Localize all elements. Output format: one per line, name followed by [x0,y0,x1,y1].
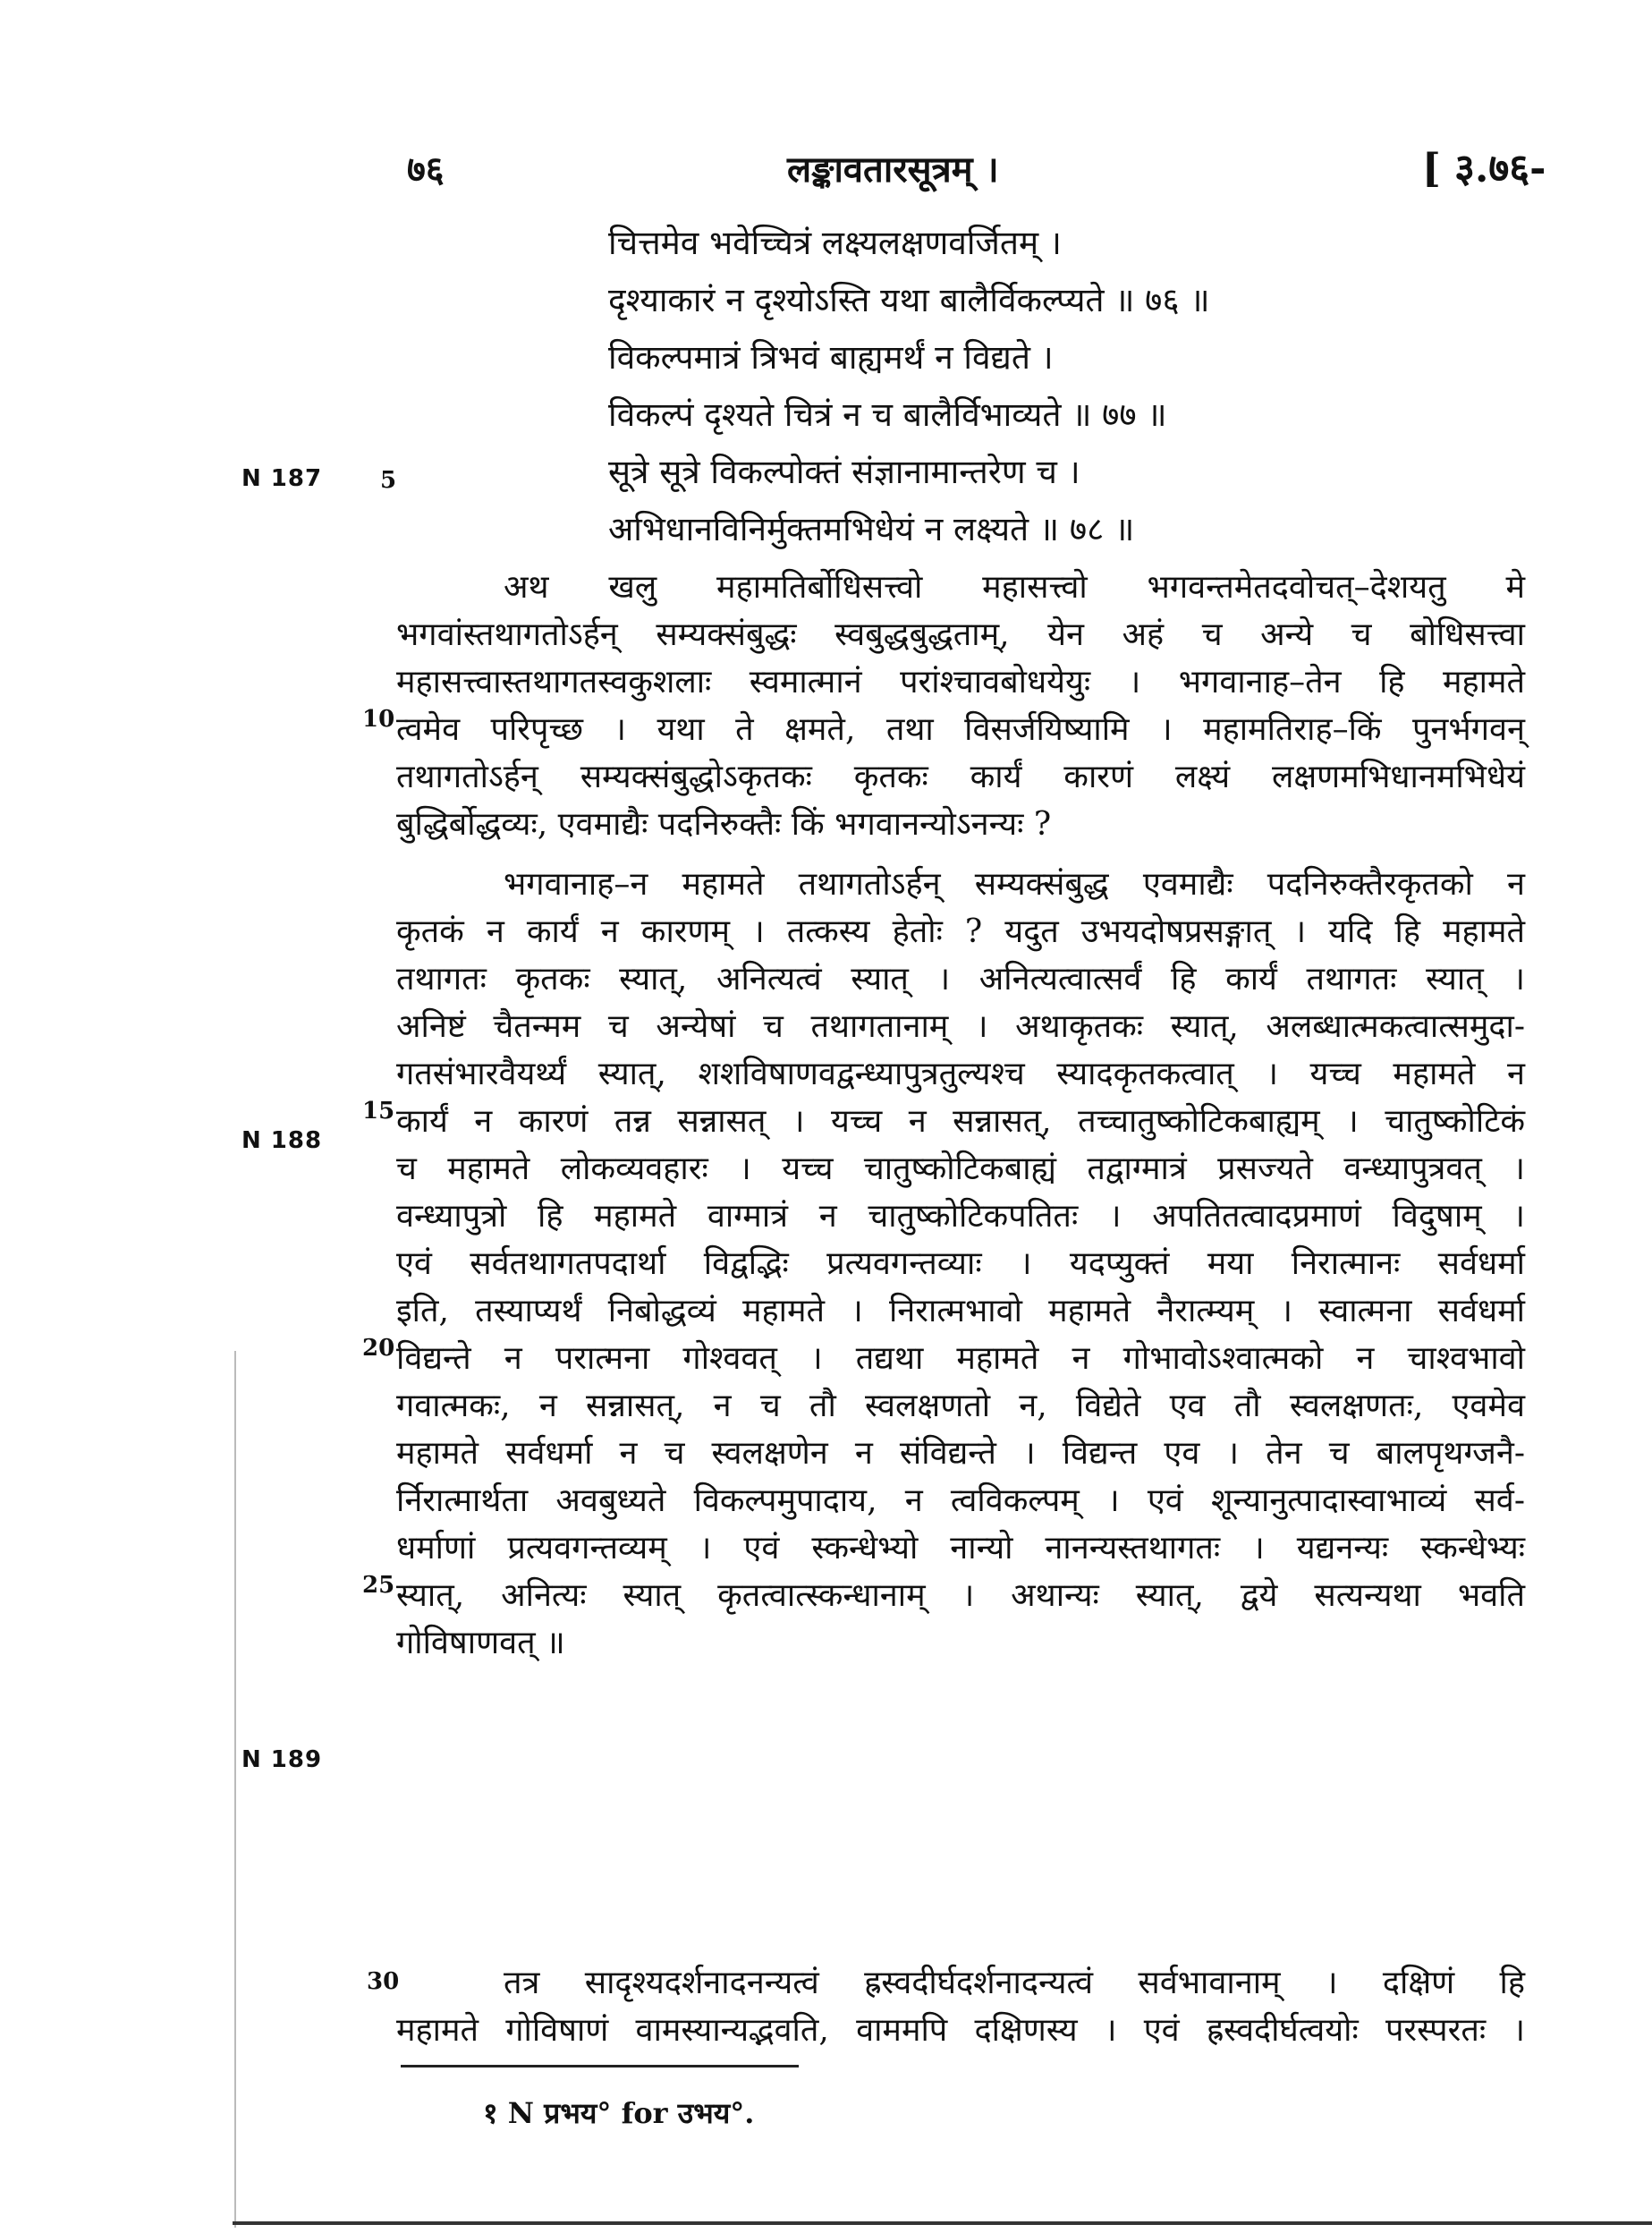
text-line: गोविषाणवत् ॥ [396,1625,565,1661]
page-number: ७६ [407,149,445,191]
text-line: इति, तस्याप्यर्थं निबोद्धव्यं महामते । निरात्मभावो महामते नैरात्म्यम् । स्वात्मना सर्वधर्मा [396,1293,1525,1329]
text-line: अथ खलु महामतिर्बोधिसत्त्वो महासत्त्वो भगवन्तमेतदवोचत्–देशयतु मे [504,569,1525,606]
binding-edge [234,1351,236,2228]
verse-line: विकल्पं दृश्यते चित्रं न च बालैर्विभाव्यते ॥ ७७ ॥ [608,395,1167,434]
footnote-rule [401,2065,799,2067]
text-line: धर्माणां प्रत्यवगन्तव्यम् । एवं स्कन्धेभ्यो नान्यो नानन्यस्तथागतः । यद्यनन्यः स्कन्धेभ्यः [396,1530,1525,1566]
verse-line: दृश्याकारं न दृश्योऽस्ति यथा बालैर्विकल्प्यते ॥ ७६ ॥ [608,281,1210,319]
text-line: कृतकं न कार्यं न कारणम् । तत्कस्य हेतोः ? यदुत उभयदोषप्रसङ्गात् । यदि हि महामते [396,913,1525,950]
verse-line: अभिधानविनिर्मुक्तमभिधेयं न लक्ष्यते ॥ ७८ ॥ [608,510,1135,548]
text-line: भगवांस्तथागतोऽर्हन् सम्यक्संबुद्धः स्वबुद्धबुद्धताम्, येन अहं च अन्ये च बोधिसत्त्वा [396,616,1525,653]
text-line: एवं सर्वतथागतपदार्था विद्वद्भिः प्रत्यवगन्तव्याः । यदप्युक्तं मया निरात्मानः सर्वधर्मा [396,1245,1525,1282]
margin-ref-n189: N 189 [241,1746,323,1773]
text-line: महामते सर्वधर्मा न च स्वलक्षणेन न संविद्यन्ते । विद्यन्त एव । तेन च बालपृथग्जनै- [396,1435,1525,1472]
margin-ref-n188: N 188 [241,1127,323,1154]
line-number-10: 10 [362,706,395,733]
paragraph-3 [396,1959,1525,2054]
text-line: तथागतः कृतकः स्यात्, अनित्यत्वं स्यात् । अनित्यत्वात्सर्वं हि कार्यं तथागतः स्यात् । [396,961,1525,998]
verse-line: चित्तमेव भवेच्चित्रं लक्ष्यलक्षणवर्जितम् । [608,224,1062,262]
running-title: लङ्कावतारसूत्रम् । [787,149,999,191]
running-header [0,143,1652,197]
text-line: महामते गोविषाणं वामस्यान्यद्भवति, वाममपि दक्षिणस्य । एवं ह्रस्वदीर्घत्वयोः परस्परतः । [396,2012,1525,2049]
verse-line: सूत्रे सूत्रे विकल्पोक्तं संज्ञानामान्तरेण च । [608,453,1080,491]
text-line: च महामते लोकव्यवहारः । यच्च चातुष्कोटिकबाह्यं तद्वाग्मात्रं प्रसज्यते वन्ध्यापुत्रवत् । [396,1150,1525,1187]
line-number-5: 5 [380,467,397,494]
text-line: तथागतोऽर्हन् सम्यक्संबुद्धोऽकृतकः कृतकः कार्यं कारणं लक्ष्यं लक्षणमभिधानमभिधेयं [396,759,1525,795]
text-line: कार्यं न कारणं तन्न सन्नासत् । यच्च न सन्नासत्, तच्चातुष्कोटिकबाह्यम् । चातुष्कोटिकं [396,1103,1525,1140]
margin-ref-n187: N 187 [241,465,323,492]
text-line: त्वमेव परिपृच्छ । यथा ते क्षमते, तथा विसर्जयिष्यामि । महामतिराह–किं पुनर्भगवन् [396,711,1525,748]
text-line: गतसंभारवैयर्थ्यं स्यात्, शशविषाणवद्वन्ध्यापुत्रतुल्यश्च स्यादकृतकत्वात् । यच्च महामते न [396,1056,1525,1092]
text-line: र्निरात्मार्थता अवबुध्यते विकल्पमुपादाय, न त्वविकल्पम् । एवं शून्यानुत्पादास्वाभाव्यं सर्व- [396,1482,1525,1519]
line-number-25: 25 [362,1572,395,1599]
verse-line: विकल्पमात्रं त्रिभवं बाह्यमर्थं न विद्यते । [608,338,1054,377]
text-line: महासत्त्वास्तथागतस्वकुशलाः स्वमात्मानं परांश्चावबोधयेयुः । भगवानाह–तेन हि महामते [396,664,1525,700]
text-line: बुद्धिर्बोद्धव्यः, एवमाद्यैः पदनिरुक्तैः किं भगवानन्योऽनन्यः ? [396,806,1052,843]
text-line: वन्ध्यापुत्रो हि महामते वाग्मात्रं न चातुष्कोटिकपतितः । अपतितत्वादप्रमाणं विदुषाम् । [396,1198,1525,1235]
section-reference: [ ३.७६- [1422,146,1546,191]
line-number-15: 15 [362,1098,395,1125]
line-number-20: 20 [362,1335,395,1362]
line-number-30: 30 [367,1968,400,1995]
text-line: विद्यन्ते न परात्मना गोश्ववत् । तद्यथा महामते न गोभावोऽश्वात्मको न चाश्वभावो [396,1340,1525,1377]
paragraph-1 [396,564,1525,848]
text-line: तत्र सादृश्यदर्शनादनन्यत्वं ह्रस्वदीर्घदर्शनादन्यत्वं सर्वभावानाम् । दक्षिणं हि [504,1965,1525,2001]
text-line: गवात्मकः, न सन्नासत्, न च तौ स्वलक्षणतो न, विद्येते एव तौ स्वलक्षणतः, एवमेव [396,1388,1525,1424]
text-line: भगवानाह–न महामते तथागतोऽर्हन् सम्यक्संबुद्ध एवमाद्यैः पदनिरुक्तैरकृतको न [504,866,1525,903]
text-line: स्यात्, अनित्यः स्यात् कृतत्वात्स्कन्धानाम् । अथान्यः स्यात्, द्वये सत्यन्यथा भवति [396,1577,1525,1614]
page-edge-line [233,2221,1652,2225]
text-line: अनिष्टं चैतन्मम च अन्येषां च तथागतानाम् । अथाकृतकः स्यात्, अलब्धात्मकत्वात्समुदा- [396,1008,1525,1045]
paragraph-2 [396,861,1525,1667]
footnote: १ N प्रभय° for उभय°. [483,2096,755,2130]
verse-block [608,215,1592,558]
